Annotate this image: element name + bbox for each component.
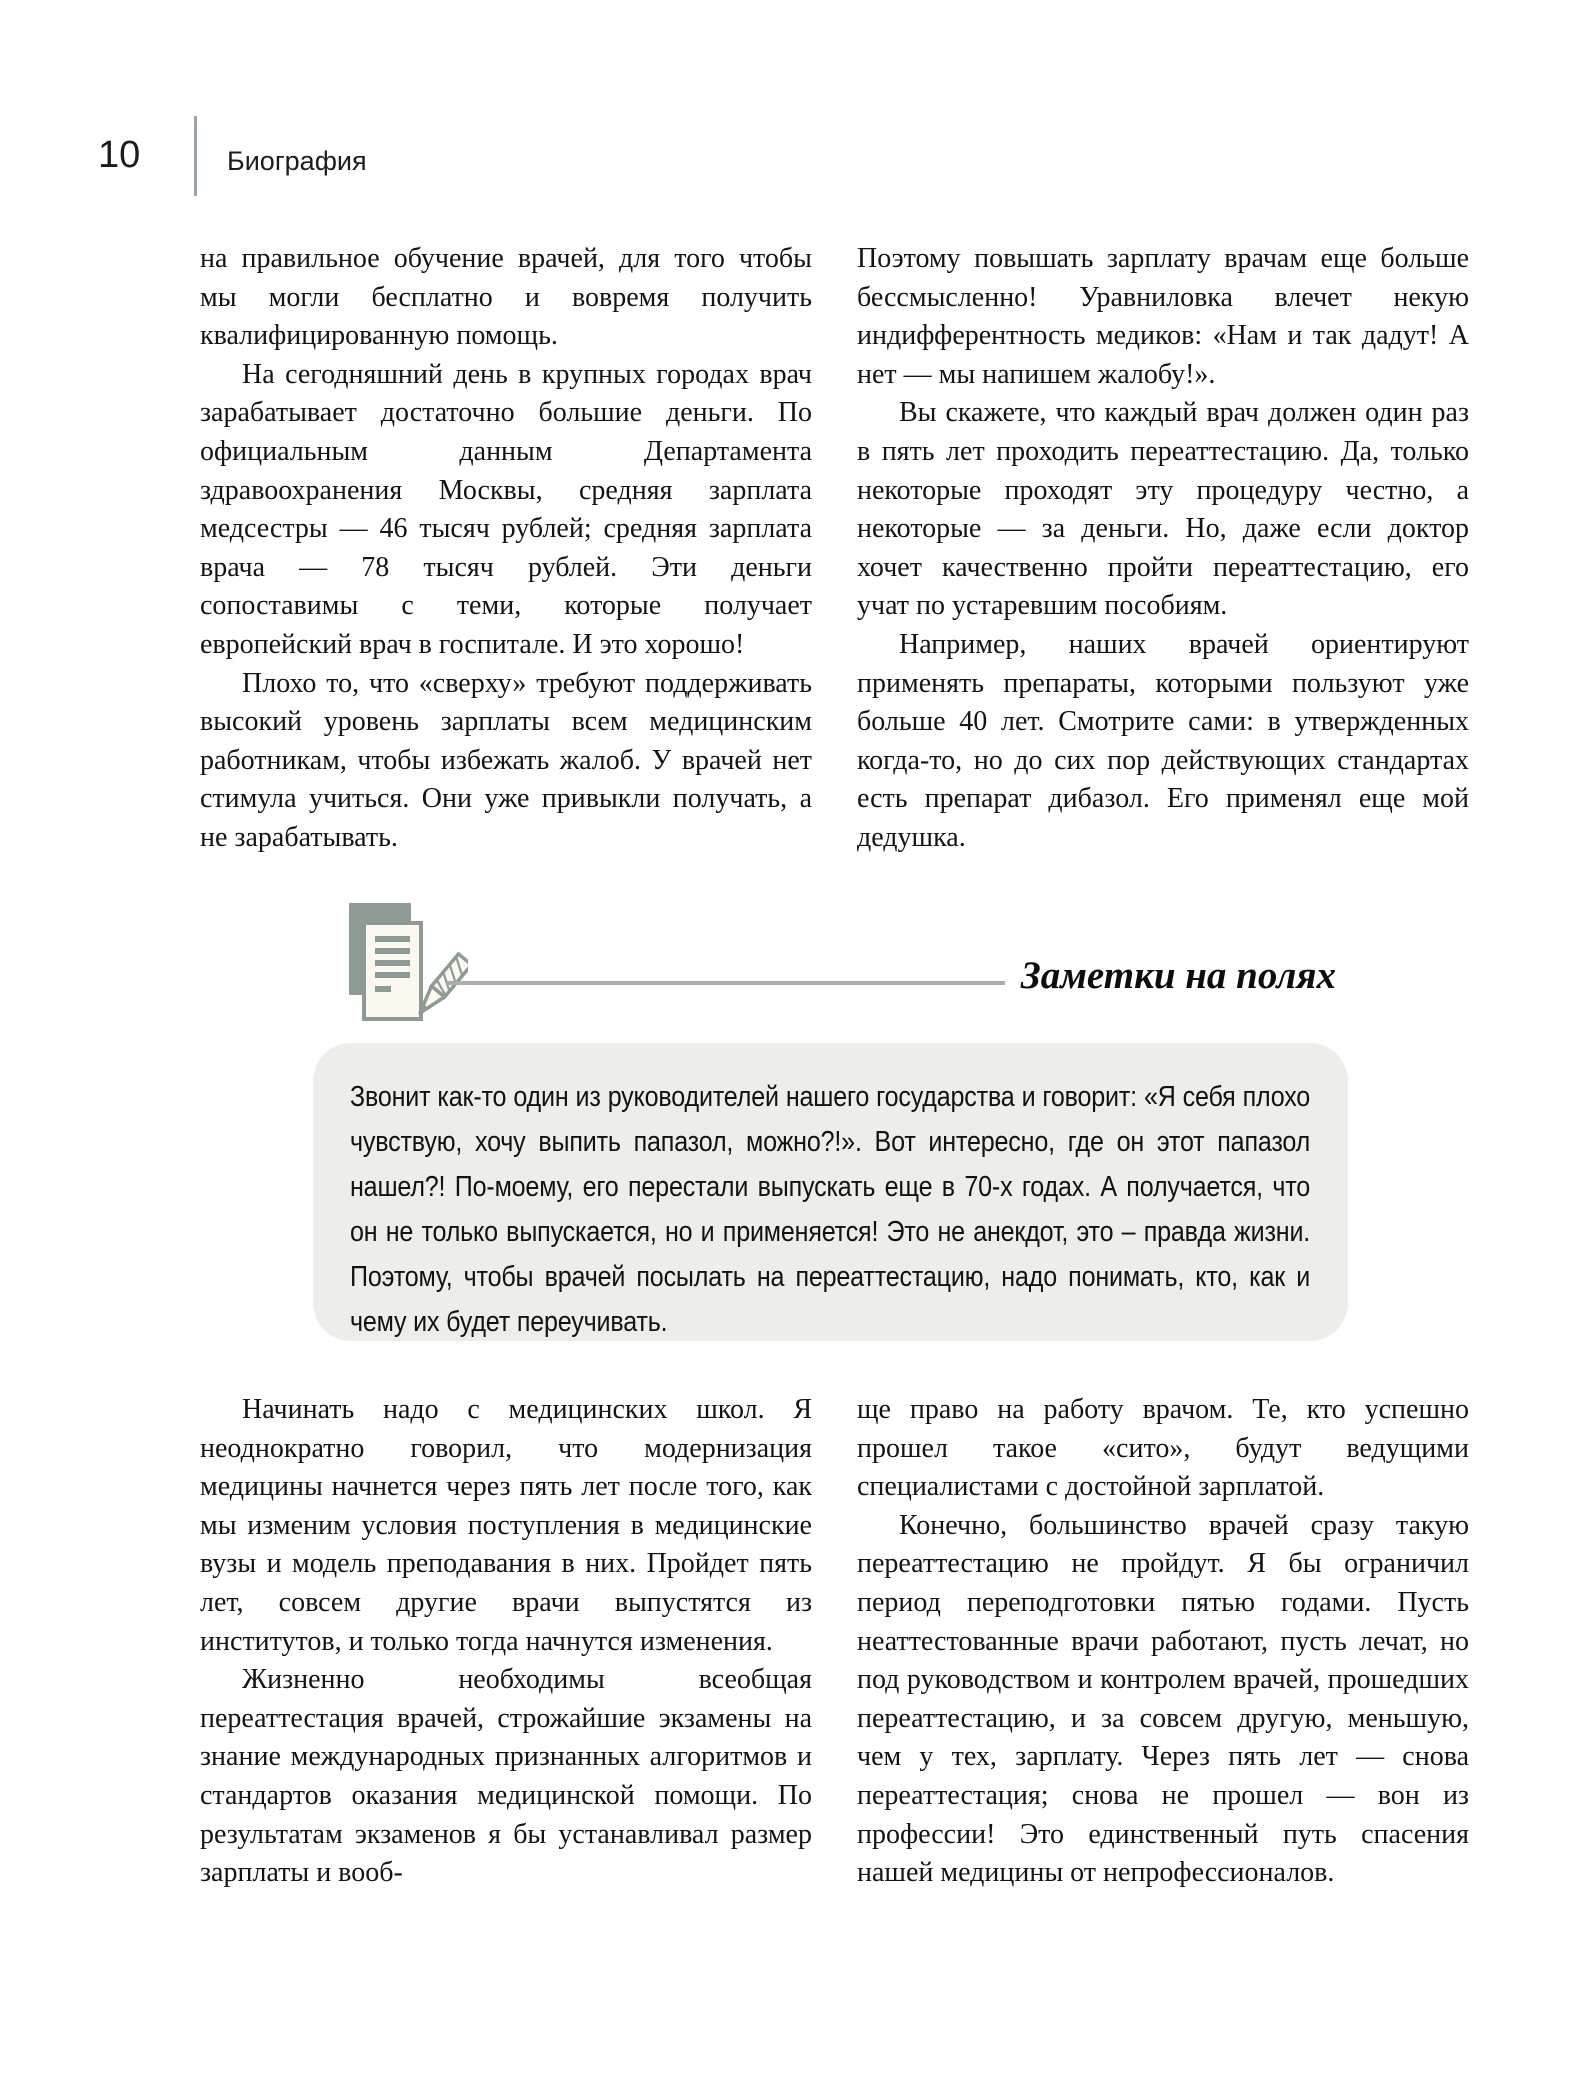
paragraph: Вы скажете, что каждый врач должен один раз в пять лет проходить переаттестацию. Да, только некоторые проходят эту процедуру честно, а некоторые — за деньги. Но, даже если доктор хочет качественно пройти переаттестацию, его учат по устаревшим пособиям. — [857, 397, 1469, 622]
section-title: Биография — [227, 146, 367, 176]
paragraph: ще право на работу врачом. Те, кто успешно прошел такое «сито», будут ведущими специалистами с достойной зарплатой. — [857, 1394, 1469, 1503]
notepad-pencil-icon — [348, 901, 468, 1023]
paragraph: На сегодняшний день в крупных городах врач зарабатывает достаточно большие деньги. По официальным данным Департамента здравоохранения Москвы, средняя зарплата медсестры — 46 тысяч рублей; средняя зарплата врача — 78 тысяч рублей. Эти деньги сопоставимы с теми, которые получает европейский врач в госпитале. И это хорошо! — [200, 358, 812, 660]
paragraph: на правильное обучение врачей, для того чтобы мы могли бесплатно и вовремя получить квалифицированную помощь. — [200, 243, 812, 352]
paragraph: Звонит как-то один из руководителей нашего государства и говорит: «Я себя плохо чувствую, хочу выпить папазол, можно?!». Вот интересно, где он этот папазол нашел?! По-моему, его перестали выпускать еще в 70-х годах. А получается, что он не только выпускается, но и применяется! Это не анекдот, это – правда жизни. Поэтому, чтобы врачей посылать на переаттестацию, надо понимать, кто, как и чему их будет переучивать. — [350, 1081, 1311, 1338]
notes-heading: Заметки на полях — [1020, 954, 1336, 997]
bottom-right-column — [857, 1391, 1469, 1893]
margin-note-text — [350, 1075, 1310, 1345]
paragraph: Начинать надо с медицинских школ. Я неоднократно говорил, что модернизация медицины начнется через пять лет после того, как мы изменим условия поступления в медицинские вузы и модель преподавания в них. Пройдет пять лет, совсем другие врачи выпустятся из институтов, и только тогда начнутся изменения. — [200, 1394, 812, 1657]
page-number: 10 — [98, 134, 141, 176]
paragraph: Плохо то, что «сверху» требуют поддерживать высокий уровень зарплаты всем медицинским работникам, чтобы избежать жалоб. У врачей нет стимула учиться. Они уже привыкли получать, а не зарабатывать. — [200, 667, 812, 853]
paragraph: Поэтому повышать зарплату врачам еще больше бессмысленно! Уравниловка влечет некую индифферентность медиков: «Нам и так дадут! А нет — мы напишем жалобу!». — [857, 243, 1469, 390]
top-right-column — [857, 240, 1469, 858]
margin-note-box — [313, 1043, 1348, 1341]
bottom-left-column — [200, 1391, 812, 1893]
top-left-column — [200, 240, 812, 858]
header-divider — [194, 116, 197, 196]
paragraph: Конечно, большинство врачей сразу такую переаттестацию не пройдут. Я бы ограничил период переподготовки пятью годами. Пусть неаттестованные врачи работают, пусть лечат, но под руководством и контролем врачей, прошедших переаттестацию, и за совсем другую, меньшую, чем у тех, зарплату. Через пять лет — снова переаттестация; снова не прошел — вон из профессии! Это единственный путь спасения нашей медицины от непрофессионалов. — [857, 1509, 1469, 1889]
paragraph: Жизненно необходимы всеобщая переаттестация врачей, строжайшие экзамены на знание международных признанных алгоритмов и стандартов оказания медицинской помощи. По результатам экзаменов я бы устанавливал размер зарплаты и вооб- — [200, 1664, 812, 1889]
paragraph: Например, наших врачей ориентируют применять препараты, которыми пользуют уже больше 40 лет. Смотрите сами: в утвержденных когда-то, но до сих пор действующих стандартах есть препарат дибазол. Его применял еще мой дедушка. — [857, 628, 1469, 853]
